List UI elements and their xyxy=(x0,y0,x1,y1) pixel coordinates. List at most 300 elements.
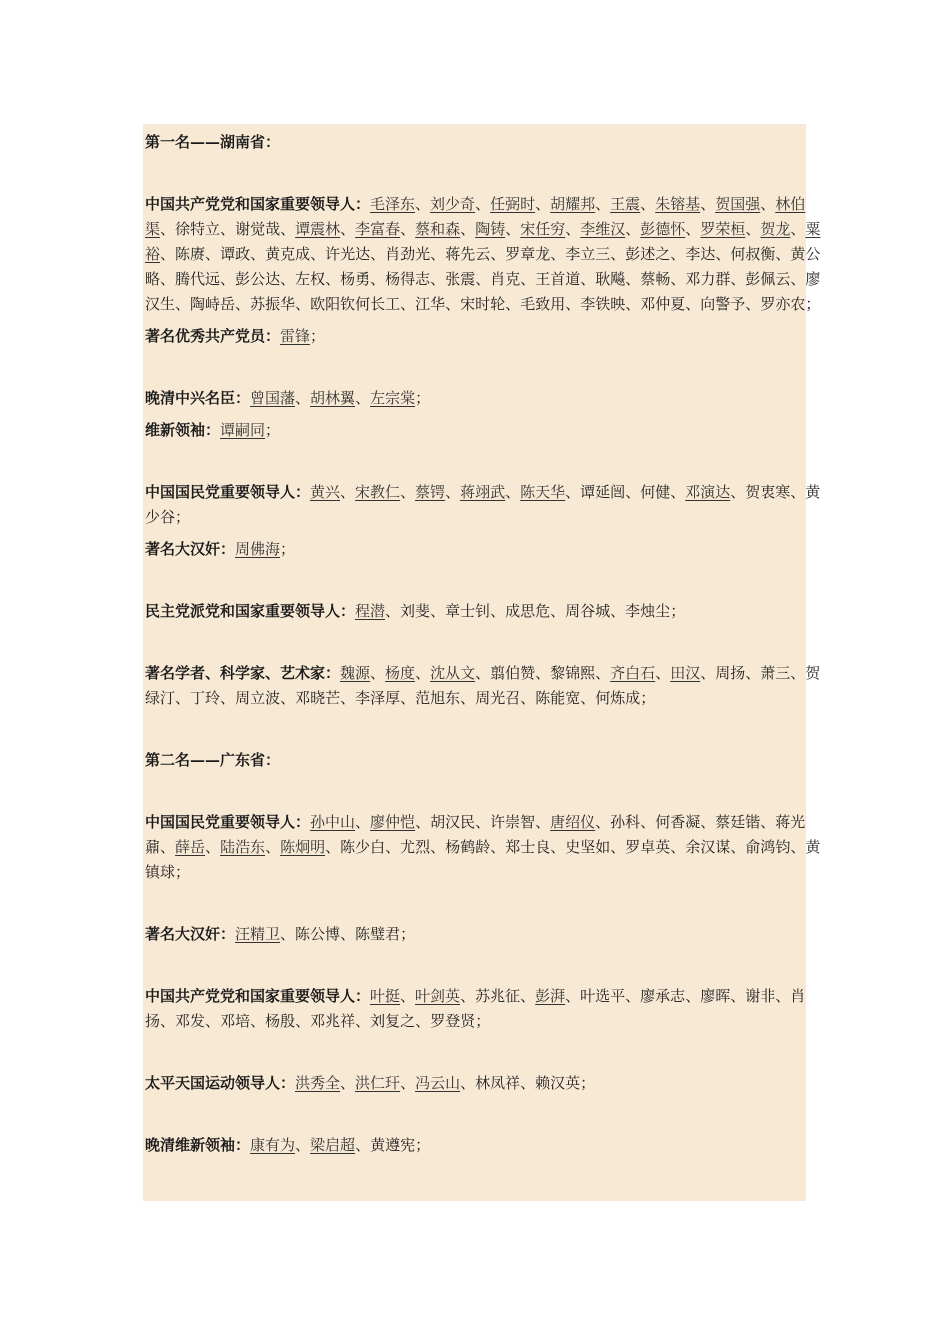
person-link[interactable]: 康有为 xyxy=(250,1136,296,1154)
list-separator: 、 xyxy=(550,838,566,856)
person-link[interactable]: 叶剑英 xyxy=(415,987,461,1005)
list-separator: 、 xyxy=(160,270,176,288)
list-separator: 、 xyxy=(625,483,641,501)
person-link[interactable]: 毛泽东 xyxy=(370,195,416,213)
person-name: 罗登贤 xyxy=(430,1012,476,1030)
list-separator: 、 xyxy=(475,270,491,288)
person-name: 邓兆祥 xyxy=(310,1012,356,1030)
section-paragraph xyxy=(145,537,825,562)
category-label: 晚清维新领袖： xyxy=(145,1136,251,1154)
person-name: 郑士良 xyxy=(505,838,551,856)
person-link[interactable]: 陆浩东 xyxy=(220,838,266,856)
list-separator: 、 xyxy=(760,813,776,831)
list-separator: 、 xyxy=(640,813,656,831)
list-separator: 、 xyxy=(625,987,641,1005)
category-label: 中国共产党党和国家重要领导人： xyxy=(145,195,371,213)
person-link[interactable]: 彭湃 xyxy=(535,987,566,1005)
person-link[interactable]: 宋教仁 xyxy=(355,483,401,501)
person-name: 杨鹤龄 xyxy=(445,838,491,856)
person-name: 李烛尘 xyxy=(625,602,671,620)
list-separator: 、 xyxy=(490,838,506,856)
section-paragraph xyxy=(145,480,825,530)
person-name: 谢觉哉 xyxy=(235,220,281,238)
list-separator: 、 xyxy=(355,389,371,407)
person-name: 尤烈 xyxy=(400,838,431,856)
person-name: 廖汉生 xyxy=(145,270,821,313)
person-link[interactable]: 蔡和森 xyxy=(415,220,461,238)
person-link[interactable]: 孙中山 xyxy=(310,813,356,831)
person-link[interactable]: 邓演达 xyxy=(685,483,731,501)
list-separator: 、 xyxy=(685,295,701,313)
category-label: 中国国民党重要领导人： xyxy=(145,813,311,831)
person-name: 周谷城 xyxy=(565,602,611,620)
list-separator: 、 xyxy=(670,483,686,501)
list-separator: 、 xyxy=(205,245,221,263)
person-name: 刘复之 xyxy=(370,1012,416,1030)
person-link[interactable]: 雷锋 xyxy=(280,327,311,345)
list-separator: 、 xyxy=(325,270,341,288)
list-separator: 、 xyxy=(160,1012,176,1030)
list-separator: 、 xyxy=(610,602,626,620)
list-separator: 、 xyxy=(400,689,416,707)
person-link[interactable]: 贺国强 xyxy=(715,195,761,213)
section-paragraph xyxy=(145,810,825,885)
person-link[interactable]: 刘少奇 xyxy=(430,195,476,213)
list-separator: 、 xyxy=(685,987,701,1005)
person-name: 蔡畅 xyxy=(640,270,671,288)
person-name: 翦伯赞 xyxy=(490,664,536,682)
list-separator: 、 xyxy=(460,220,476,238)
category-label: 维新领袖： xyxy=(145,421,221,439)
person-link[interactable]: 梁启超 xyxy=(310,1136,356,1154)
list-separator: 、 xyxy=(595,664,611,682)
list-separator: 、 xyxy=(475,195,491,213)
list-separator: 、 xyxy=(160,838,176,856)
person-link[interactable]: 朱镕基 xyxy=(655,195,701,213)
list-separator: 、 xyxy=(790,664,806,682)
list-separator: 、 xyxy=(475,813,491,831)
person-name: 谢非 xyxy=(745,987,776,1005)
person-name: 杨殷 xyxy=(265,1012,296,1030)
category-label: 著名大汉奸： xyxy=(145,925,236,943)
list-terminator: ； xyxy=(280,540,296,558)
person-name: 宋时轮 xyxy=(460,295,506,313)
category-label: 著名优秀共产党员： xyxy=(145,327,281,345)
list-separator: 、 xyxy=(535,195,551,213)
section-paragraph xyxy=(145,386,825,411)
list-separator: 、 xyxy=(730,270,746,288)
list-separator: 、 xyxy=(340,483,356,501)
person-link[interactable]: 冯云山 xyxy=(415,1074,461,1092)
list-separator: 、 xyxy=(550,245,566,263)
list-separator: 、 xyxy=(280,270,296,288)
list-separator: 、 xyxy=(460,1074,476,1092)
list-separator: 、 xyxy=(520,1074,536,1092)
person-name: 许崇智 xyxy=(490,813,536,831)
list-separator: 、 xyxy=(175,689,191,707)
person-name: 黎锦熙 xyxy=(550,664,596,682)
list-separator: 、 xyxy=(370,270,386,288)
list-separator: 、 xyxy=(430,838,446,856)
person-name: 黄公略 xyxy=(145,245,821,288)
list-separator: 、 xyxy=(325,838,341,856)
list-separator: 、 xyxy=(385,838,401,856)
list-separator: 、 xyxy=(310,245,326,263)
list-separator: 、 xyxy=(625,220,641,238)
person-name: 左权 xyxy=(295,270,326,288)
person-name: 赖汉英 xyxy=(535,1074,581,1092)
person-name: 罗章龙 xyxy=(505,245,551,263)
list-terminator: ； xyxy=(265,421,281,439)
document-body xyxy=(145,124,825,1158)
category-label: 著名学者、科学家、艺术家： xyxy=(145,664,341,682)
list-separator: 、 xyxy=(400,1074,416,1092)
person-link[interactable]: 粟裕 xyxy=(145,220,821,263)
list-separator: 、 xyxy=(340,925,356,943)
list-terminator: ； xyxy=(310,327,326,345)
section-paragraph xyxy=(145,661,825,711)
list-separator: 、 xyxy=(610,838,626,856)
list-separator: 、 xyxy=(400,220,416,238)
list-separator: 、 xyxy=(775,987,791,1005)
list-separator: 、 xyxy=(565,987,581,1005)
person-link[interactable]: 洪仁玕 xyxy=(355,1074,401,1092)
person-link[interactable]: 左宗棠 xyxy=(370,389,416,407)
person-link[interactable]: 王震 xyxy=(610,195,641,213)
list-separator: 、 xyxy=(565,483,581,501)
person-link[interactable]: 杨度 xyxy=(385,664,416,682)
person-link[interactable]: 宋任穷 xyxy=(520,220,566,238)
person-link[interactable]: 沈从文 xyxy=(430,664,476,682)
list-separator: 、 xyxy=(670,245,686,263)
list-terminator: ； xyxy=(400,925,416,943)
list-separator: 、 xyxy=(745,664,761,682)
list-separator: 、 xyxy=(790,838,806,856)
list-separator: 、 xyxy=(265,838,281,856)
person-name: 黄镇球 xyxy=(145,838,821,881)
list-separator: 、 xyxy=(160,220,176,238)
person-name: 何香凝 xyxy=(655,813,701,831)
person-name: 苏振华 xyxy=(250,295,296,313)
person-name: 邓晓芒 xyxy=(295,689,341,707)
person-link[interactable]: 唐绍仪 xyxy=(550,813,596,831)
list-separator: 、 xyxy=(205,1012,221,1030)
person-link[interactable]: 周佛海 xyxy=(235,540,281,558)
list-separator: 、 xyxy=(760,195,776,213)
list-separator: 、 xyxy=(280,220,296,238)
province-heading: 第二名——广东省： xyxy=(145,751,281,769)
list-separator: 、 xyxy=(400,295,416,313)
list-terminator: ； xyxy=(640,689,656,707)
person-link[interactable]: 廖仲恺 xyxy=(370,813,416,831)
person-name: 罗亦农 xyxy=(760,295,806,313)
list-separator: 、 xyxy=(400,987,416,1005)
person-name: 蔡廷锴 xyxy=(715,813,761,831)
list-separator: 、 xyxy=(355,1012,371,1030)
list-separator: 、 xyxy=(175,295,191,313)
person-link[interactable]: 任弼时 xyxy=(490,195,536,213)
person-name: 谭延闿 xyxy=(580,483,626,501)
list-separator: 、 xyxy=(415,1012,431,1030)
person-name: 罗卓英 xyxy=(625,838,671,856)
list-separator: 、 xyxy=(205,838,221,856)
person-link[interactable]: 蔡锷 xyxy=(415,483,446,501)
list-separator: 、 xyxy=(745,295,761,313)
list-separator: 、 xyxy=(460,689,476,707)
list-separator: 、 xyxy=(700,195,716,213)
list-separator: 、 xyxy=(250,1012,266,1030)
list-separator: 、 xyxy=(520,270,536,288)
list-separator: 、 xyxy=(295,389,311,407)
list-separator: 、 xyxy=(490,602,506,620)
list-separator: 、 xyxy=(505,483,521,501)
person-link[interactable]: 谭震林 xyxy=(295,220,341,238)
list-separator: 、 xyxy=(295,1136,311,1154)
person-link[interactable]: 程潜 xyxy=(355,602,386,620)
person-name: 肖扬 xyxy=(145,987,806,1030)
list-separator: 、 xyxy=(730,483,746,501)
list-separator: 、 xyxy=(220,220,236,238)
list-separator: 、 xyxy=(340,220,356,238)
person-name: 杨勇 xyxy=(340,270,371,288)
list-separator: 、 xyxy=(505,295,521,313)
person-name: 李达 xyxy=(685,245,716,263)
list-terminator: ； xyxy=(805,295,821,313)
list-separator: 、 xyxy=(430,270,446,288)
list-terminator: ； xyxy=(415,389,431,407)
person-name: 廖晖 xyxy=(700,987,731,1005)
person-name: 陈公博 xyxy=(295,925,341,943)
list-separator: 、 xyxy=(415,813,431,831)
list-terminator: ； xyxy=(580,1074,596,1092)
person-name: 彭述之 xyxy=(625,245,671,263)
person-link[interactable]: 黄兴 xyxy=(310,483,341,501)
list-separator: 、 xyxy=(595,195,611,213)
person-name: 李立三 xyxy=(565,245,611,263)
person-name: 苏兆征 xyxy=(475,987,521,1005)
section-paragraph xyxy=(145,599,825,624)
category-label: 中国共产党党和国家重要领导人： xyxy=(145,987,371,1005)
person-name: 陈璧君 xyxy=(355,925,401,943)
person-name: 丁玲 xyxy=(190,689,221,707)
list-terminator: ； xyxy=(670,602,686,620)
person-link[interactable]: 陶铸 xyxy=(475,220,506,238)
person-name: 蒋先云 xyxy=(445,245,491,263)
person-name: 谭政 xyxy=(220,245,251,263)
list-separator: 、 xyxy=(385,602,401,620)
list-separator: 、 xyxy=(580,270,596,288)
person-name: 成思危 xyxy=(505,602,551,620)
list-separator: 、 xyxy=(670,270,686,288)
section-heading xyxy=(145,130,825,155)
person-link[interactable]: 谭嗣同 xyxy=(220,421,266,439)
person-name: 周立波 xyxy=(235,689,281,707)
person-name: 杨得志 xyxy=(385,270,431,288)
person-name: 彭佩云 xyxy=(745,270,791,288)
list-separator: 、 xyxy=(430,602,446,620)
list-separator: 、 xyxy=(775,245,791,263)
list-separator: 、 xyxy=(235,295,251,313)
person-link[interactable]: 汪精卫 xyxy=(235,925,281,943)
list-separator: 、 xyxy=(730,987,746,1005)
list-separator: 、 xyxy=(520,689,536,707)
person-name: 张震 xyxy=(445,270,476,288)
list-separator: 、 xyxy=(715,245,731,263)
list-separator: 、 xyxy=(400,483,416,501)
person-name: 陈少白 xyxy=(340,838,386,856)
section-paragraph xyxy=(145,1133,825,1158)
person-link[interactable]: 田汉 xyxy=(670,664,701,682)
person-link[interactable]: 陈炯明 xyxy=(280,838,326,856)
province-heading: 第一名——湖南省： xyxy=(145,133,281,151)
person-name: 肖劲光 xyxy=(385,245,431,263)
list-separator: 、 xyxy=(370,664,386,682)
person-name: 肖克 xyxy=(490,270,521,288)
list-separator: 、 xyxy=(220,689,236,707)
person-name: 章士钊 xyxy=(445,602,491,620)
list-separator: 、 xyxy=(730,838,746,856)
list-separator: 、 xyxy=(340,689,356,707)
person-name: 李铁映 xyxy=(580,295,626,313)
section-paragraph xyxy=(145,922,825,947)
person-link[interactable]: 齐白石 xyxy=(610,664,656,682)
person-link[interactable]: 彭德怀 xyxy=(640,220,686,238)
list-separator: 、 xyxy=(520,987,536,1005)
person-name: 范旭东 xyxy=(415,689,461,707)
person-link[interactable]: 曾国藩 xyxy=(250,389,296,407)
list-separator: 、 xyxy=(670,838,686,856)
person-name: 何叔衡 xyxy=(730,245,776,263)
list-separator: 、 xyxy=(550,602,566,620)
list-separator: 、 xyxy=(595,813,611,831)
list-separator: 、 xyxy=(445,483,461,501)
section-paragraph xyxy=(145,418,825,443)
list-separator: 、 xyxy=(535,813,551,831)
person-name: 黄克成 xyxy=(265,245,311,263)
list-separator: 、 xyxy=(610,245,626,263)
person-link[interactable]: 陈天华 xyxy=(520,483,566,501)
list-separator: 、 xyxy=(505,220,521,238)
person-name: 何健 xyxy=(640,483,671,501)
section-paragraph xyxy=(145,324,825,349)
list-separator: 、 xyxy=(580,689,596,707)
person-name: 许光达 xyxy=(325,245,371,263)
person-link[interactable]: 胡林翼 xyxy=(310,389,356,407)
person-name: 腾代远 xyxy=(175,270,221,288)
person-name: 叶选平 xyxy=(580,987,626,1005)
list-separator: 、 xyxy=(625,270,641,288)
person-name: 刘斐 xyxy=(400,602,431,620)
person-name: 黄遵宪 xyxy=(370,1136,416,1154)
person-name: 余汉谋 xyxy=(685,838,731,856)
person-name: 欧阳钦何长工 xyxy=(310,295,401,313)
person-name: 陶峙岳 xyxy=(190,295,236,313)
person-link[interactable]: 洪秀全 xyxy=(295,1074,341,1092)
person-name: 陈赓 xyxy=(175,245,206,263)
person-name: 毛致用 xyxy=(520,295,566,313)
person-name: 何炼成 xyxy=(595,689,641,707)
person-link[interactable]: 李富春 xyxy=(355,220,401,238)
person-name: 邓力群 xyxy=(685,270,731,288)
list-separator: 、 xyxy=(295,295,311,313)
person-name: 邓培 xyxy=(220,1012,251,1030)
person-name: 蒋光鼐 xyxy=(145,813,806,856)
list-separator: 、 xyxy=(340,1074,356,1092)
list-separator: 、 xyxy=(490,245,506,263)
list-separator: 、 xyxy=(790,270,806,288)
person-name: 贺绿汀 xyxy=(145,664,821,707)
list-separator: 、 xyxy=(565,220,581,238)
list-separator: 、 xyxy=(415,195,431,213)
person-link[interactable]: 贺龙 xyxy=(760,220,791,238)
category-label: 太平天国运动领导人： xyxy=(145,1074,296,1092)
list-separator: 、 xyxy=(700,664,716,682)
list-separator: 、 xyxy=(355,813,371,831)
list-separator: 、 xyxy=(280,925,296,943)
person-name: 徐特立 xyxy=(175,220,221,238)
list-separator: 、 xyxy=(745,220,761,238)
list-separator: 、 xyxy=(445,295,461,313)
person-name: 彭公达 xyxy=(235,270,281,288)
person-name: 史坚如 xyxy=(565,838,611,856)
person-name: 周扬 xyxy=(715,664,746,682)
person-link[interactable]: 李维汉 xyxy=(580,220,626,238)
person-link[interactable]: 魏源 xyxy=(340,664,371,682)
list-separator: 、 xyxy=(280,689,296,707)
person-link[interactable]: 蒋翊武 xyxy=(460,483,506,501)
list-separator: 、 xyxy=(790,220,806,238)
person-name: 耿飚 xyxy=(595,270,626,288)
person-name: 胡汉民 xyxy=(430,813,476,831)
list-separator: 、 xyxy=(415,664,431,682)
list-separator: 、 xyxy=(355,1136,371,1154)
person-name: 向警予 xyxy=(700,295,746,313)
person-name: 邓发 xyxy=(175,1012,206,1030)
list-separator: 、 xyxy=(565,295,581,313)
person-link[interactable]: 叶挺 xyxy=(370,987,401,1005)
section-paragraph xyxy=(145,192,825,317)
category-label: 著名大汉奸： xyxy=(145,540,236,558)
person-name: 陈能宽 xyxy=(535,689,581,707)
list-separator: 、 xyxy=(790,483,806,501)
person-link[interactable]: 林伯渠 xyxy=(145,195,806,238)
category-label: 晚清中兴名臣： xyxy=(145,389,251,407)
list-separator: 、 xyxy=(220,270,236,288)
section-paragraph xyxy=(145,1071,825,1096)
list-separator: 、 xyxy=(160,245,176,263)
person-link[interactable]: 薛岳 xyxy=(175,838,206,856)
list-terminator: ； xyxy=(175,508,191,526)
list-terminator: ； xyxy=(475,1012,491,1030)
list-separator: 、 xyxy=(700,813,716,831)
person-name: 孙科 xyxy=(610,813,641,831)
list-separator: 、 xyxy=(370,245,386,263)
list-separator: 、 xyxy=(250,245,266,263)
person-name: 邓仲夏 xyxy=(640,295,686,313)
section-heading xyxy=(145,748,825,773)
person-link[interactable]: 罗荣桓 xyxy=(700,220,746,238)
person-link[interactable]: 胡耀邦 xyxy=(550,195,596,213)
list-terminator: ； xyxy=(175,863,191,881)
person-name: 贺衷寒 xyxy=(745,483,791,501)
person-name: 王首道 xyxy=(535,270,581,288)
person-name: 李泽厚 xyxy=(355,689,401,707)
section-paragraph xyxy=(145,984,825,1034)
person-name: 林凤祥 xyxy=(475,1074,521,1092)
list-separator: 、 xyxy=(295,1012,311,1030)
category-label: 民主党派党和国家重要领导人： xyxy=(145,602,356,620)
list-separator: 、 xyxy=(655,664,671,682)
